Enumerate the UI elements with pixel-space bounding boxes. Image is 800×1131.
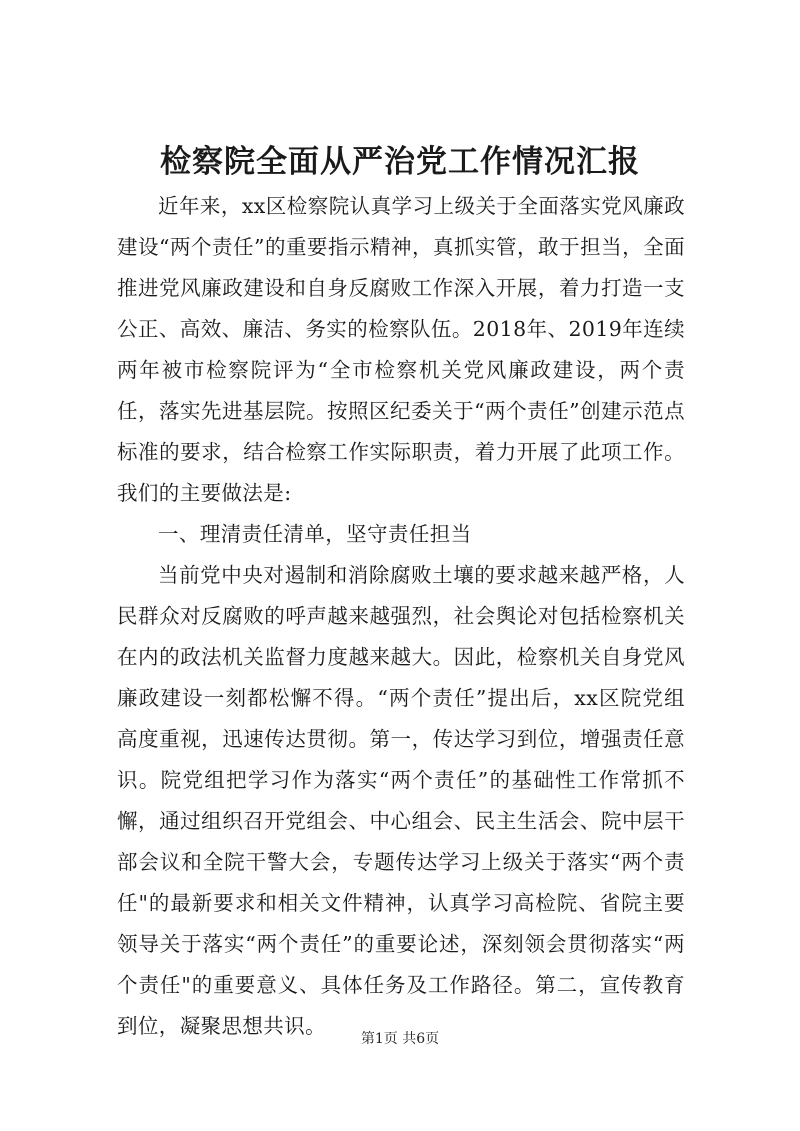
document-title: 检察院全面从严治党工作情况汇报 bbox=[160, 144, 640, 180]
section-heading: 一、理清责任清单，坚守责任担当 bbox=[158, 522, 472, 546]
document-body bbox=[117, 186, 685, 1047]
intro-paragraph: 近年来，xx区检察院认真学习上级关于全面落实党风廉政建设“两个责任”的重要指示精神，真抓实管，敢于担当，全面推进党风廉政建设和自身反腐败工作深入开展，着力打造一支公正、高效、廉洁、务实的检察队伍。2018年、2019年连续两年被市检察院评为“全市检察机关党风廉政建设，两个责任，落实先进基层院。按照区纪委关于“两个责任”创建示范点标准的要求，结合检察工作实际职责，着力开展了此项工作。我们的主要做法是: bbox=[117, 194, 685, 505]
section-paragraph: 当前党中央对遏制和消除腐败土壤的要求越来越严格，人民群众对反腐败的呼声越来越强烈，社会舆论对包括检察机关在内的政法机关监督力度越来越大。因此，检察机关自身党风廉政建设一刻都松懈不得。“两个责任”提出后，xx区院党组高度重视，迅速传达贯彻。第一，传达学习到位，增强责任意识。院党组把学习作为落实“两个责任”的基础性工作常抓不懈，通过组织召开党组会、中心组会、民主生活会、院中层干部会议和全院干警大会，专题传达学习上级关于落实“两个责任"的最新要求和相关文件精神，认真学习高检院、省院主要领导关于落实“两个责任”的重要论述，深刻领会贯彻落实“两个责任"的重要意义、具体任务及工作路径。第二，宣传教育到位，凝聚思想共识。 bbox=[117, 563, 685, 1038]
page-number-footer: 第1页 共6页 bbox=[360, 1031, 440, 1047]
